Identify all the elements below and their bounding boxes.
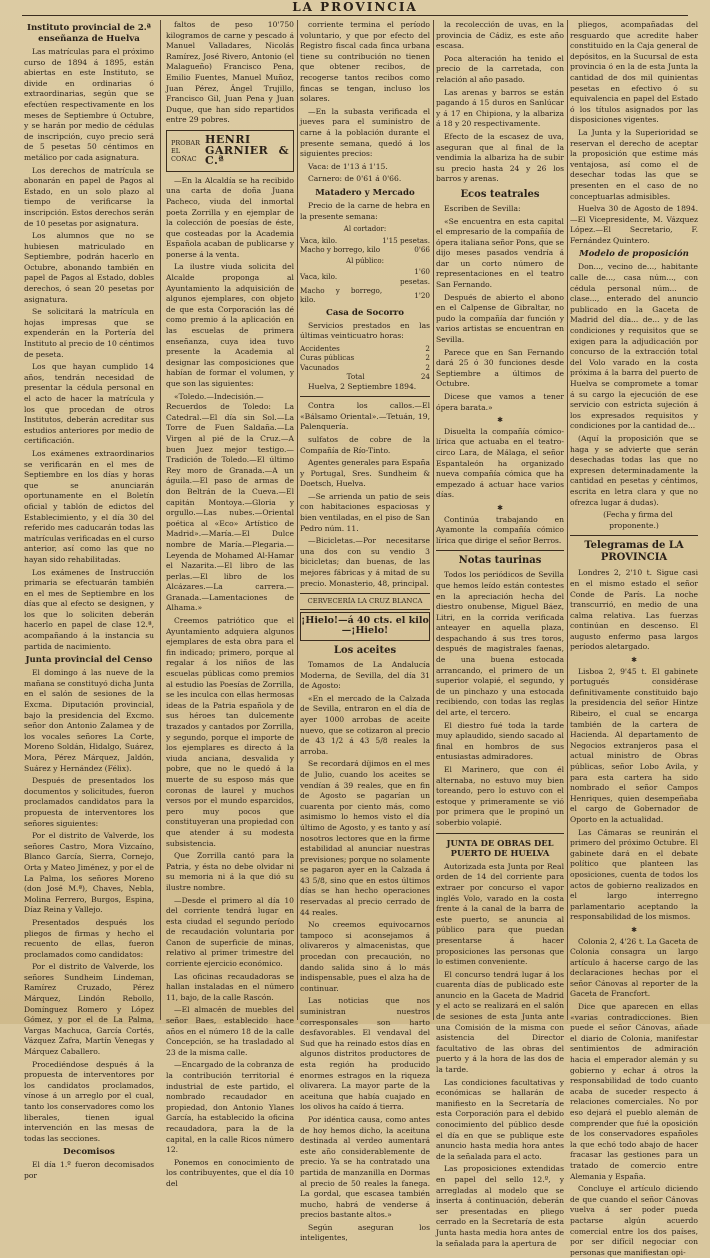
table-cell: 2 (425, 362, 430, 372)
paragraph: Contra los callos.—El «Bálsamo Oriental».—Tetuán, 19, Palenquería. (300, 401, 430, 432)
subheading: Al público: (346, 256, 384, 265)
divider (436, 833, 564, 834)
paragraph: Disuelta la compañía cómico-lírica que actuaba en el teatro-circo Lara, de Málaga, el señor Espantaleón ha organizado nueva compañía cómica que ha empezado á actuar hace varios días. (436, 426, 564, 500)
paragraph: —En la Alcaldía se ha recibido una carta de doña Juana Pacheco, viuda del inmortal poeta Zorrilla y en ejemplar de la colección de poesías de éste, que costeadas por la Academia Española acaban de publicarse y ponerse á la venta. (166, 175, 294, 259)
paragraph: Las Cámaras se reunirán el primero del próximo Octubre. El gabinete dará en el debate político que planteen las oposiciones, cuenta de todos los actos de gobierno realizados en el largo interregno parlamentario aceptando la responsabilidad de los mismos. (570, 827, 698, 922)
paragraph: Huelva, 2 Septiembre 1894. (308, 381, 417, 391)
separator-star-icon: ✱ (497, 503, 503, 512)
paragraph: Vaca: de 1'13 á 1'15. (308, 161, 388, 171)
table-row (300, 363, 430, 372)
paragraph: Precio de la carne de hebra en la presente semana: (300, 200, 430, 221)
paragraph: Los alumnos que no se hubiesen matriculado en Septiembre, podrán hacerlo en Octubre, abonando también en papel de Pagos al Estado, dobles derechos, ó sean 20 pesetas por asignatura. (24, 231, 154, 304)
table-row (300, 236, 430, 245)
headline-decomisos: Decomisos (63, 1147, 115, 1158)
table-cell: Macho y borrego, kilo (300, 245, 381, 255)
masthead-rule (22, 15, 688, 16)
ad-small-text: PROBAR EL COÑAC (171, 138, 200, 163)
paragraph: Por el distrito de Valverde, los señores Sundheim Lindeman, Ramírez Cruzado, Pérez Márquez, Lindón Rebollo, Domínguez Romero y López Gómez, y por el de La Palma, Vargas Machuca, García Cortés, Vázquez Zafra, Martín Venegas y Márquez Caballero. (24, 962, 154, 1057)
paragraph: La ilustre viuda solicita del Alcalde proponga al Ayuntamiento la adquisición de algunos ejemplares, con objeto de que esta Corporación las dé como premio á la aplicación en las escuelas de primera enseñanza, cuya idea tuvo presente la Academia al designar las composiciones que habían de formar el volumen, y que son las siguientes: (166, 262, 294, 388)
paragraph: Tomamos de La Andalucía Moderna, de Sevilla, del día 31 de Agosto: (300, 660, 430, 691)
paragraph: Por el distrito de Valverde, los señores Castro, Mora Vizcaíno, Blanco García, Sierra, Cornejo, Orta y Mateo Jiménez, y por el de La Palma, los señores Moreno (don José M.ª), Chaves, Nebla, Molina Ferrero, Burgos, Espina, Díaz Reina y Vallejo. (24, 831, 154, 915)
socorro-table (300, 344, 430, 382)
table-cell: Vacunados (300, 362, 340, 372)
paragraph: Escriben de Sevilla: (444, 203, 521, 213)
column-separator (160, 20, 161, 1020)
ad-brand: HENRI GARNIER & C.ª (205, 132, 289, 168)
paragraph: Procediéndose después á la propuesta de interventores por los candidatos proclamados, vínose á un arreglo por el cual, tanto los conservadores como los liberales, tienen igual intervención en las mesas de todas las secciones. (24, 1059, 154, 1143)
column-2 (166, 20, 294, 1188)
table-row (300, 344, 430, 353)
paragraph: Los que hayan cumplido 14 años, tendrán necesidad de presentar la cédula personal en el acto de hacer la matrícula y los que procedan de otros Institutos, deberán acreditar sus estudios anteriores por medio de certificación. (24, 362, 154, 446)
headline-casa-socorro: Casa de Socorro (326, 307, 404, 318)
paragraph: «Se encuentra en esta capital el empresario de la compañía de ópera italiana señor Pons, que se dijo meses pasados vendría á dar un corto número de representaciones en el teatro San Fernando. (436, 216, 564, 290)
headline-matadero: Matadero y Mercado (315, 187, 415, 198)
paragraph: El diestro fué toda la tarde muy aplaudido, siendo sacado al final en hombros de sus entusiastas admiradores. (436, 720, 564, 762)
paragraph: Dicese que vamos a tener ópera barata.» (436, 392, 564, 412)
cerveceria-ad-bar: CERVECERÍA LA CRUZ BLANCA (300, 593, 430, 610)
column-5 (570, 20, 698, 1257)
paragraph: Ponemos en conocimiento de los contribuyentes, que el día 10 del (166, 1157, 294, 1188)
paragraph: «En el mercado de la Calzada de Sevilla, entraron en el día de ayer 1000 arrobas de aceite nuevo, que se cotizaron al precio de 43 1/2 á 43 5/8 reales la arroba. (300, 693, 430, 756)
column-separator (297, 20, 298, 1020)
paragraph: pliegos, acompañadas del resguardo que acredite haber constituido en la Caja general de depósitos, en la Sucursal de esta provincia ó en la de esta Junta la cantidad de dos mil quinientas pesetas en efectivo ó su equivalencia en papel del Estado ó los títulos asignados por las disposiciones vigentes. (570, 20, 698, 125)
table-cell: Macho y borrego, kilo. (300, 285, 383, 305)
paragraph: —Se arrienda un patio de seis con habitaciones espaciosas y bien ventiladas, en el piso de San Pedro núm. 11. (300, 491, 430, 533)
headline-notas-taurinas: Notas taurinas (458, 555, 542, 567)
paragraph: Se solicitará la matrícula en hojas impresas que se expenderán en la Portería del Instituto al precio de 10 céntimos de peseta. (24, 307, 154, 359)
paragraph: Las condiciones facultativas y económicas se hallarán de manifiesto en la Secretaría de esta Corporación para el debido conocimiento del público desde el día en que se publique este anuncio hasta media hora antes de la señalada para el acto. (436, 1077, 564, 1161)
paragraph: Según aseguran los inteligentes, (300, 1222, 430, 1243)
headline-ecos-teatrales: Ecos teatrales (460, 188, 540, 200)
column-4 (436, 20, 564, 1248)
paragraph: —Bicicletas.—Por necesitarse una dos con su vendio 3 bicicletas; dan buenas, de las mejores fábricas y á mitad de su precio. Monasterio, 48, principal. (300, 536, 430, 588)
paragraph: Se recordará díjimos en el mes de Julio, cuando los aceites se vendían á 39 reales, que en fin de Agosto se pagarían un cuarenta por ciento más, como asimismo lo hemos visto el día último de Agosto, y es tanto y así nosotros lectores que en la firme estabilidad al anunciar nuestras previsiones; porque no solamente se pagaron ayer en la Calzada á 43 5/8, sino que en estos últimos días se han hecho operaciones reservadas al precio cerrado de 44 reales. (300, 759, 431, 917)
paragraph: —Encargado de la cobranza de la contribución territorial é industrial de este partido, el nombrado recaudador en propiedad, don Antonio Ylanes García, ha establecido la oficina recaudadora, para la de la capital, en la calle Ricos número 12. (166, 1060, 294, 1155)
headline-junta-censo: Junta provincial del Censo (25, 655, 153, 666)
paragraph: Huelva 30 de Agosto de 1894.—El Vicepresidente, M. Vázquez López.—El Secretario, F. Fernández Quintero. (570, 204, 698, 245)
table-cell: 1'15 pesetas. (382, 235, 430, 245)
paragraph: Concluye el artículo diciendo de que cuando el señor Cánovas vuelva á ser poder pueda pactarse algún acuerdo comercial entre los dos países, por ser difícil negociar con personas que manifiestan opi- (570, 1184, 698, 1257)
headline-aceites: Los aceites (333, 645, 397, 656)
table-row (300, 372, 430, 381)
table-cell: 2 (425, 353, 430, 363)
paragraph: El concurso tendrá lugar á los cuarenta días de publicado este anuncio en la Gaceta de Madrid y el acto se realizará en el salón de sesiones de esta Junta ante una Comisión de la misma con asistencia del Director facultativo de las obras del puerto y á la hora de las dos de la tarde. (436, 969, 564, 1075)
paragraph: Autorizada esta Junta por Real orden de 14 del corriente para extraer por concurso el vapor inglés Volo, varado en la costa frente á la canal de la barra de este puerto, se anuncia al público para que puedan presentarse á hacer proposiciones las personas que lo estimen conveniente. (436, 861, 564, 967)
table-cell: 1'60 pesetas. (400, 267, 430, 286)
paragraph: Don..., vecino de..., habitante calle de..., casa núm..., con cédula personal núm... de clase..., enterado del anuncio publicado en la Gaceta de Madrid del día... de... y de las condiciones y requisitos que se exigen para la adjudicación por concurso de la extracción total del Volo varado en la costa próxima á la barra del puerto de Huelva se compromete a tomar á su cargo la ejecución de ese servicio con estricta sujeción á los expresados requisitos y condiciones por la cantidad de... (570, 262, 698, 431)
table-cell: 0'66 (414, 245, 430, 255)
paragraph: Los exámenes extraordinarios se verificarán en el mes de Septiembre en los días y horas que se anunciarán oportunamente en el Boletín oficial y tablón de edictos del Establecimiento, y el día 30 del referido mes caducarán todas las matrículas verificadas en el curso anterior, así como las que no hayan sido rehabilitadas. (24, 448, 155, 564)
paragraph: Lisboa 2, 9'45 t. El gabinete portugués considérase definitivamente constituido bajo la presidencia del señor Hintze Ribeiro, el cual se encarga también de la cartera de Hacienda. Al departamento de Negocios extranjeros pasa el actual ministro de Obras públicas, señor Lobo Avila, y para esta cartera ha sido nombrado el señor Campos Henriques, quien desempeñaba el cargo de Gobernador de Oporto en la actualidad. (570, 666, 698, 824)
headline-junta-obras: JUNTA DE OBRAS DEL PUERTO DE HUELVA (446, 837, 554, 859)
paragraph: El domingo á las nueve de la mañana se constituyó dicha Junta en el salón de sesiones de la Excma. Diputación provincial, bajo la presidencia del Excmo. señor don Antonio Zalamea y de los vocales señores La Corte, Moreno Soldán, Hidalgo, Suárez, Mora, Pérez Márquez, Jaldón, Suárez y Hernández (Félix). (24, 668, 154, 773)
table-cell: Total (346, 372, 365, 382)
paragraph: Servicios prestados en las últimas veinticuatro horas: (300, 320, 430, 341)
paragraph: Las arenas y barros se están pagando á 15 duros en Sanlúcar y á 17 en Chipiona, y la albariza á 18 y 20 respectivamente. (436, 87, 564, 129)
paragraph: —En la subasta verificada el jueves para el suministro de carne á la población durante el presente semana, quedó á los siguientes precios: (300, 106, 430, 159)
price-table-cortador (300, 236, 430, 255)
paragraph: Los derechos de matrícula se abonarán en papel de Pagos al Estado, en un solo plazo al tiempo de verificarse la inscripción. Estos derechos serán de 10 pesetas por asignatura. (24, 165, 154, 228)
separator-star-icon: ✱ (631, 925, 637, 934)
table-row (300, 353, 430, 362)
hielo-ad-banner: ¡Hielo!—á 40 cts. el kilo—¡Hielo! (300, 612, 430, 641)
column-1 (24, 20, 155, 1180)
separator-star-icon: ✱ (497, 416, 503, 425)
paragraph: Carnero: de 0'61 á 0'66. (308, 174, 402, 184)
table-cell: Curas públicas (300, 353, 355, 363)
paragraph: Presentados después los pliegos de firmas y hecho el recuento de ellas, fueron proclamados como candidatos: (24, 917, 154, 959)
paragraph: Los exámenes de Instrucción primaria se efectuarán también en el mes de Septiembre en los días que al efecto se designen, y los que lo soliciten deberán hacerlo en papel de clase 12.ª, acompañando á la instancia su partida de nacimiento. (24, 567, 154, 651)
subheading: Al cortador: (343, 225, 387, 234)
paragraph: la recolección de uvas, en la provincia de Cádiz, es este año escasa. (436, 20, 564, 51)
table-cell: 24 (420, 372, 430, 382)
paragraph: faltos de peso 10'750 kilogramos de carne y pescado á Manuel Valladares, Nicolás Ramírez, José Rivero, Antonio (el Malagueño) Francisco Pena, Emilio Fuentes, Manuel Muñoz, Juan Pérez, Ángel Trujillo, Francisco Gil, Juan Pena y Juan Duque, que han sido repartidos entre 29 pobres. (166, 20, 294, 125)
paragraph: Después de presentados los documentos y solicitudes, fueron proclamados candidatos para la propuesta de interventores los señores siguientes: (24, 776, 154, 828)
headline-telegramas: Telegramas de LA PROVINCIA (584, 540, 684, 564)
table-cell: 1'20 (414, 290, 430, 300)
paragraph: —Desde el primero al día 10 del corriente tendrá lugar en esta ciudad el segundo período de recaudación voluntaria por Canon de superficie de minas, relativo al primer trimestre del corriente ejercicio económico. (166, 895, 294, 969)
paragraph: Parece que en San Fernando dará 25 ó 30 funciones desde Septiembre a últimos de Octubre. (436, 347, 564, 389)
paragraph: El día 1.º fueron decomisados por (24, 1160, 154, 1180)
column-separator (433, 20, 434, 1020)
paragraph: Agentes generales para España y Portugal, Sres. Sundheim & Doetsch, Huelva. (300, 458, 430, 489)
table-row (300, 245, 430, 254)
paragraph: sulfatos de cobre de la Compañía de Río-Tinto. (300, 434, 430, 455)
column-separator (567, 20, 568, 1020)
paragraph: Las noticias que nos suministran nuestros corresponsales son harto desfavorables. El vendaval del Sud que ha reinado estos días en algunos distritos productores de esta región ha producido enormes estragos en la riqueza olivarera. La mayor parte de la aceituna que había cuajado en los olivos ha caído á tierra. (300, 996, 430, 1112)
paragraph: Creemos patriótico que el Ayuntamiento adquiera algunos ejemplares de esta obra para el fin indicado; primero, porque al regalar á los niños de las escuelas públicas como premios al estudio las Poesías de Zorrilla, se les inculca con ellas hermosas ideas de la Patria española y de sus héroes tan dulcemente trazados y cantados por Zorrilla, y segundo, porque el importe de los ejemplares es directo á la viuda anciana, desvalida y pobre, que no le quedó á la muerte de su esposo más que coronas de laurel y muchos versos por el mundo esparcidos, pero muy pocos que constituyeran una propiedad con que atender á su modesta subsistencia. (166, 616, 294, 848)
price-table-publico (300, 267, 430, 305)
paragraph: Continúa trabajando en Ayamonte la compañía cómico lírica que dirige el señor Berros. (436, 514, 564, 545)
table-cell: 2 (425, 343, 430, 353)
headline-modelo: Modelo de proposición (579, 249, 689, 260)
paragraph: Londres 2, 2'10 t. Sigue casi en el mismo estado el señor Conde de París. La noche transcurrió, en medio de una calma relativa. Las fuerzas continúan en descenso. El augusto enfermo pasa largos períodos aletargado. (570, 568, 698, 652)
paragraph: Después de abierto el abono en el Calpense de Gibraltar, no pudo la compañía dar función y varios artistas se encuentran en Sevilla. (436, 292, 564, 345)
paragraph: —El almacén de muebles del señor Baes, establecido hace años en el número 18 de la calle Concepción, se ha trasladado al 23 de la misma calle. (166, 1005, 294, 1057)
table-cell: Vaca, kilo. (300, 271, 338, 281)
paragraph: No creemos equivocarnos tampoco si aconsejamos á olivareros y almacenistas, que procedan con precaución, no dando salida sino á lo más indispensable, pues el alza ha de continuar. (300, 920, 430, 993)
headline-instituto: Instituto provincial de 2.ª enseñanza de Huelva (27, 23, 151, 44)
paragraph: Por idéntica causa, como antes de hoy hemos dicho, la aceituna destinada al verdeo aumentará este año considerablemente de precio. Ya se ha contratado una partida de manzanilla en Dormas al precio de 50 reales la fanega. La gordal, que escasea también mucho, habrá de venderse á precios bastante altos.» (300, 1114, 430, 1220)
paragraph: Todos los periódicos de Sevilla que hemos leído están contestes en la apreciación hecha del diestro onubense, Miguel Báez, Litri, en la corrida verificada anteayer en aquella plaza, despachando á sus tres toros, después de magistrales faenas, de una buena estocada arrancando, el primero de un superior volapié, el segundo, y de un pinchazo y una estocada recibiendo, con todas las reglas del arte, el tercero. (436, 570, 564, 718)
paragraph: (Aquí la proposición que se haga y se advierte que serán desechadas todas las que no expresen determinadamente la cantidad en pesetas y céntimos, escrita en letra clara y que no ofrezca lugar á dudas). (570, 433, 698, 507)
table-row (300, 286, 430, 305)
paragraph: corriente termina el período voluntario, y que por efecto del Registro fiscal cada finca urbana tiene su contribución no tienen que obtener recibos, de recogerse tantos recibos como fincas se tengan, incluso los solares. (300, 20, 430, 104)
paragraph: Poca alteración ha tenido el precio de la carretada, con relación al año pasado. (436, 53, 564, 84)
masthead-title: LA PROVINCIA (292, 0, 418, 14)
paragraph: «Toledo.—Indecisión.—Recuerdos de Toledo: La Catedral.—El día sin Sol.—La Torre de Fuen Saldaña.—La Virgen al pié de la Cruz.—A buen Juez mejor testigo.—Tradición de Toledo.—El último Rey moro de Granada.—A un águila.—El paso de armas de don Beltrán de la Cueva.—El capitán Montoya.—Gloria y orgullo.—Las nubes.—Oriental poética al «Eco» Artístico de Madrid».—María.—El Dulce nombre de María.—Plegaria.—Leyenda de Mohamed Al-Hamar el Nazarita.—El libro de las perlas.—El libro de los Alcázares.—La carrera.—Granada.—Lamentaciones de Alhama.» (166, 391, 294, 613)
paragraph: Las matrículas para el próximo curso de 1894 á 1895, están abiertas en este Instituto, se divide en ordinarias ó extraordinarias, según que se efectúen respectivamente en los meses de Septiembre ú Octubre, y se harán por medio de cédulas de inscripción, cuyo precio será de 5 pesetas 50 céntimos en metálico por cada asignatura. (24, 47, 154, 162)
table-cell: Vaca, kilo. (300, 235, 338, 245)
paragraph: Que Zorrilla cantó para la Patria, y ésta no debe olvidar ni su memoria ni á la que dió su ilustre nombre. (166, 851, 294, 892)
paragraph: (Fecha y firma del proponente.) (603, 510, 673, 530)
divider (570, 535, 698, 536)
table-cell: Accidentes (300, 343, 340, 353)
cognac-advertisement (166, 130, 294, 172)
paragraph: Efecto de la escasez de uva, aseguran que al final de la vendimia la albariza ha de subir su precio hasta 24 y 26 los barros y arenas. (436, 131, 564, 184)
column-3 (300, 20, 431, 1243)
paragraph: Las oficinas recaudadoras se hallan instaladas en el número 11, bajo, de la calle Rascón. (166, 971, 294, 1002)
paragraph: Dice que aparecen en ellas «varias contradicciones. Bien puede el señor Cánovas, añade el diario de Colonia, manifestar sentimientos de admiración hacia el emperador alemán y su gobierno y echar á otros la responsabilidad de todo cuanto acaba de suceder respecto á relaciones comerciales. No por eso dejará el pueblo alemán de comprender que fué la oposición de los conservadores españoles la que echó todo abajo de hacer fracasar las gestiones para un tratado de comercio entre Alemania y España. (570, 1002, 698, 1181)
divider (300, 396, 430, 397)
divider (436, 550, 564, 551)
paragraph: La Junta y la Superioridad se reservan el derecho de aceptar la proposición que estime más ventajosa, así como el de desechar todas las que se presenten en el caso de no conceptuarlas admisibles. (570, 127, 698, 201)
paragraph: Las proposiciones extendidas en papel del sello 12.º, y arregladas al modelo que se inserta á continuación, deberán ser presentadas en pliego cerrado en la Secretaría de esta Junta hasta media hora antes de la señalada para la apertura de (436, 1164, 564, 1248)
table-row (300, 267, 430, 286)
paragraph: Colonia 2, 4'26 t. La Gaceta de Colonia consagra un largo artículo á hacerse cargo de las declaraciones hechas por el señor Cánovas al reporter de la Gaceta de Francfort. (570, 936, 698, 999)
paragraph: El Marinero, que con él alternaba, no estuvo muy bien toreando, pero lo estuvo con el estoque y primeramente se vió por primera que le propinó un soberbio volapié. (436, 765, 564, 827)
separator-star-icon: ✱ (631, 656, 637, 665)
